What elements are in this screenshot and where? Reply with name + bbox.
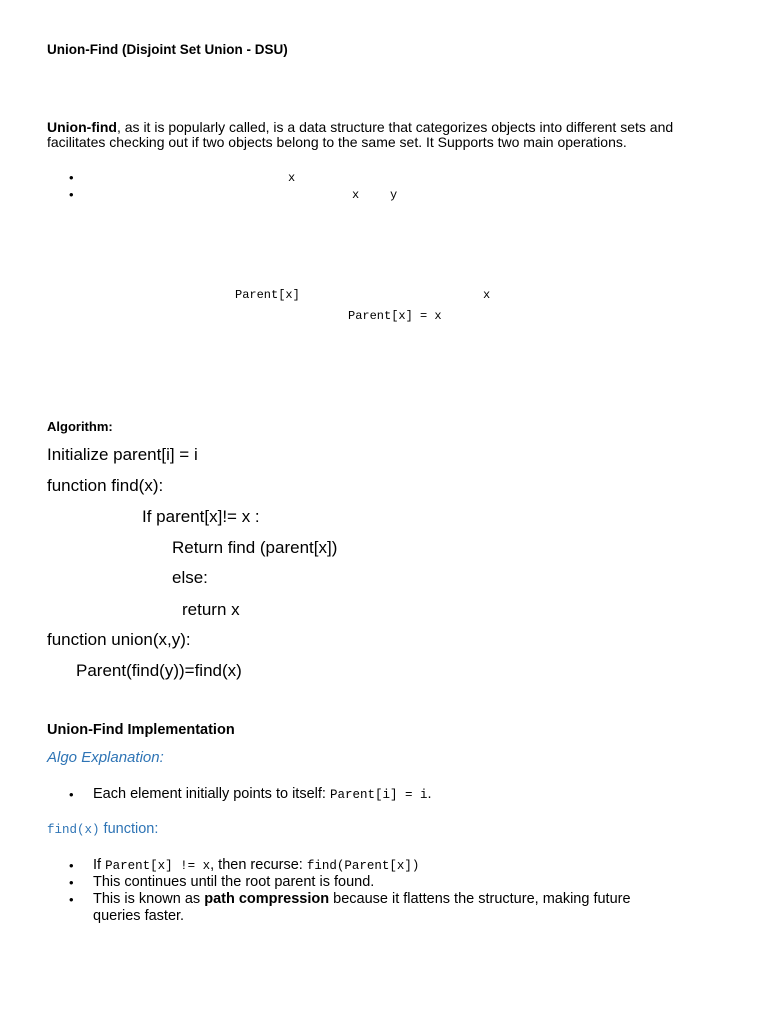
init-bullet — [93, 786, 432, 802]
bullet-marker: • — [69, 892, 74, 907]
algorithm-heading: Algorithm: — [47, 419, 113, 434]
init-bullet-text: Each element initially points to itself: — [93, 786, 330, 802]
op2-var-x: x — [352, 188, 360, 202]
find-bullet-3-post: because it flattens the structure, making future — [329, 891, 631, 907]
op2-var-y: y — [390, 188, 398, 202]
find-bullet-1-mid: , then recurse: — [210, 857, 307, 873]
op1-var-x: x — [288, 171, 296, 185]
algo-line: else: — [172, 568, 208, 587]
init-bullet-end: . — [427, 786, 432, 802]
find-bullet-3-pre: This is known as — [93, 891, 205, 907]
intro-line-2: facilitates checking out if two objects belong to the same set. It Supports two main operations. — [47, 134, 627, 150]
find-bullet-1-pre: If — [93, 857, 106, 873]
implementation-heading: Union-Find Implementation — [47, 722, 235, 738]
find-function-text: function: — [99, 821, 159, 837]
algo-line: function union(x,y): — [47, 630, 191, 649]
page-title: Union-Find (Disjoint Set Union - DSU) — [47, 42, 288, 57]
init-bullet-code: Parent[i] = i — [329, 788, 428, 802]
find-function-code: find(x) — [47, 823, 100, 837]
intro-bold-term: Union-find — [47, 119, 117, 135]
find-bullet-1-code1: Parent[x] != x — [105, 859, 211, 873]
bullet-marker: • — [69, 187, 74, 202]
fragment-parent-x: Parent[x] — [235, 288, 300, 302]
algo-line: If parent[x]!= x : — [142, 507, 260, 526]
bullet-marker: • — [69, 875, 74, 890]
bullet-marker: • — [69, 858, 74, 873]
algo-explanation-heading: Algo Explanation: — [47, 749, 164, 766]
intro-line-1 — [47, 119, 673, 135]
bullet-marker: • — [69, 170, 74, 185]
algo-line: Initialize parent[i] = i — [47, 445, 198, 464]
algo-line: Parent(find(y))=find(x) — [76, 661, 242, 680]
fragment-x: x — [483, 288, 491, 302]
bullet-marker: • — [69, 787, 74, 802]
algo-line: function find(x): — [47, 476, 164, 495]
find-bullet-3-line-2: queries faster. — [93, 908, 185, 924]
find-bullet-3-bold: path compression — [204, 891, 330, 907]
find-bullet-3 — [93, 891, 631, 907]
find-bullet-1 — [93, 857, 419, 873]
algo-line: return x — [182, 600, 240, 619]
algo-line: Return find (parent[x]) — [172, 538, 338, 557]
intro-line-1-text: , as it is popularly called, is a data structure that categorizes objects into different sets and — [116, 119, 674, 135]
find-bullet-1-code2: find(Parent[x]) — [306, 859, 420, 873]
find-bullet-2: This continues until the root parent is found. — [93, 874, 375, 890]
fragment-parent-eq-x: Parent[x] = x — [348, 309, 442, 323]
find-function-heading — [47, 821, 158, 837]
